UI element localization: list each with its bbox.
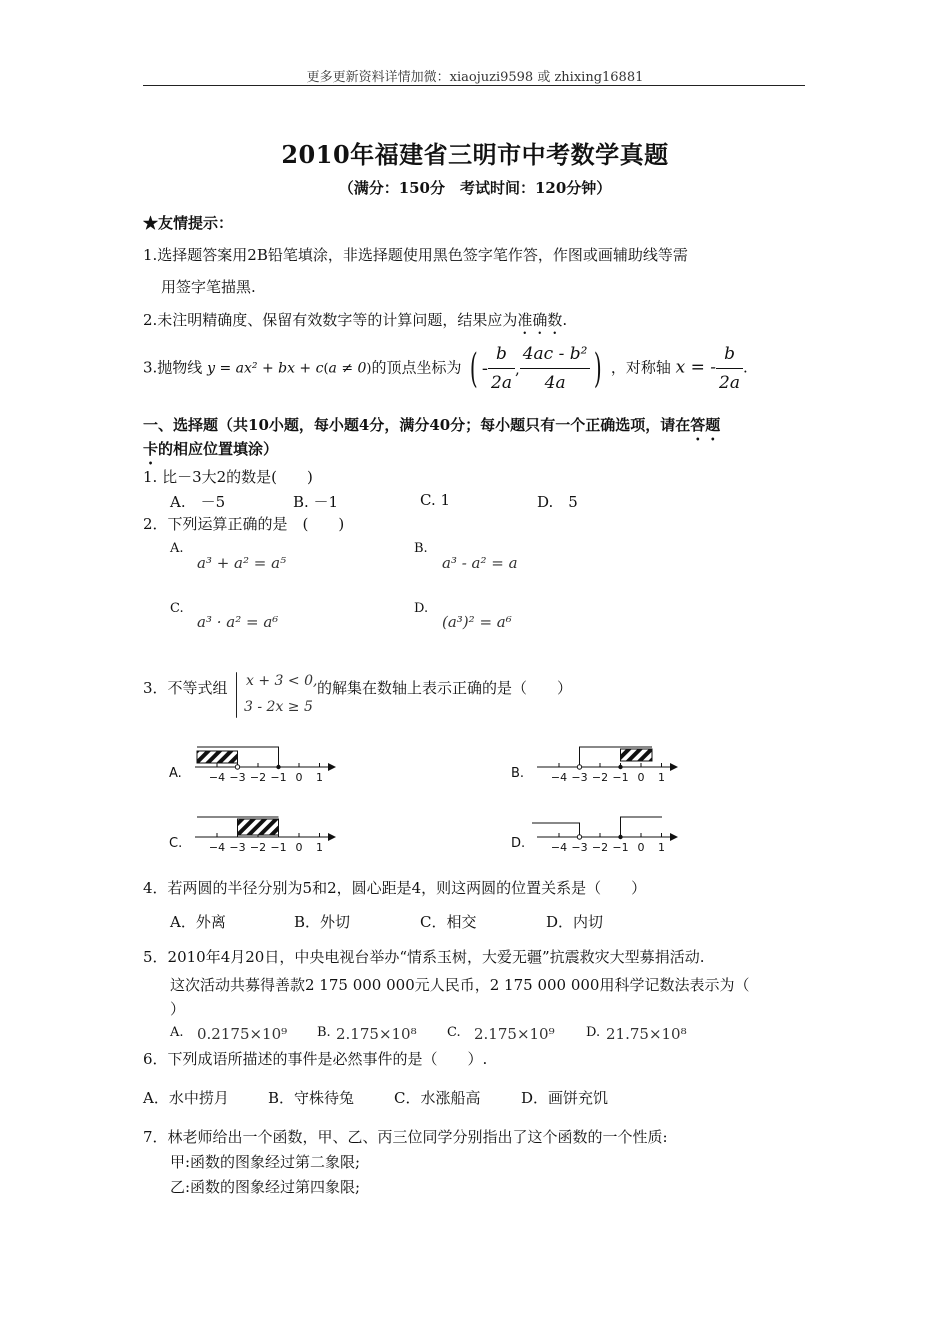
tick-label: 0 [295,771,303,784]
tick-label: −1 [270,771,287,784]
tip-2-emphasis: 准确数 [517,311,563,329]
q6-option-b[interactable]: B．守株待兔 [268,1089,355,1107]
closed-endpoint [276,765,280,769]
q2-stem: 2．下列运算正确的是 ( ) [143,515,345,533]
q3-inequality-2: 3 - 2x ≥ 5 [244,699,313,715]
q5-option-d-formula: 21.75×10⁸ [606,1025,687,1043]
q3-number-lines [160,740,690,860]
tip-3-parabola-formula: y = ax² + bx + c [207,360,324,377]
q3-option-c-label: C. [169,836,183,851]
page-header-note: 更多更新资料详情加微：xiaojuzi9598 或 zhixing16881 [306,70,644,85]
tip-2-text: 2.未注明精确度、保留有效数字等的计算问题，结果应为 [143,311,518,329]
q3-system-brace [236,672,237,718]
closed-endpoint [618,835,622,839]
q2-option-b-label[interactable]: B. [414,541,428,556]
tick-label: −3 [571,771,588,784]
q2-option-c-formula: a³ · a² = a⁶ [197,613,279,631]
axis-lhs: x = - [675,357,717,378]
open-endpoint [577,835,581,839]
q4-option-b[interactable]: B．外切 [294,913,351,931]
q3-option-a-label: A. [169,766,182,781]
q2-option-a-formula: a³ + a² = a⁵ [197,554,287,572]
open-endpoint [235,765,239,769]
tip-2-end: . [562,311,568,329]
q3-option-b-label: B. [511,766,525,781]
solution-shading [238,819,279,835]
tick-label: 1 [316,841,323,854]
tick-label: −4 [208,771,226,784]
q6-stem: 6．下列成语所描述的事件是必然事件的是（ ）. [143,1050,488,1068]
q5-option-d-label[interactable]: D. [586,1025,601,1040]
tick-label: −1 [612,841,629,854]
tick-label: −3 [229,841,246,854]
exam-title: 2010年福建省三明市中考数学真题 [281,140,669,169]
tick-label: −4 [550,771,568,784]
tick-label: −1 [612,771,629,784]
tip-1-line-2: 用签字笔描黑. [161,278,256,296]
q1-option-b[interactable]: B. －1 [293,493,339,511]
q3-stem-a: 3．不等式组 [143,679,228,697]
tick-label: 1 [316,771,323,784]
axis-fraction: $\frac{b}{2a}$ [716,340,743,397]
q5-line-1: 5．2010年4月20日，中央电视台举办“情系玉树，大爱无疆”抗震救灾大型募捐活动. [143,948,705,966]
tick-label: −1 [270,841,287,854]
solution-shading [621,749,653,761]
tick-label: −4 [208,841,226,854]
vertex-x-fraction: $\frac{b}{2a}$ [488,340,515,397]
q5-line-2: 这次活动共募得善款2 175 000 000元人民币，2 175 000 000用科学记数法表示为（ [170,976,750,994]
q4-option-a[interactable]: A．外离 [170,913,226,931]
q6-option-c[interactable]: C．水涨船高 [394,1089,481,1107]
section-1-heading-line-1: 一、选择题（共10小题，每小题4分，满分40分；每小题只有一个正确选项，请在答题 [143,416,721,434]
q2-option-b-formula: a³ - a² = a [442,554,518,572]
q5-line-3: ） [170,1000,186,1018]
tip-3-text-b: 的顶点坐标为 [371,358,462,377]
tick-label: 0 [637,841,645,854]
solution-bracket-left [532,823,580,837]
tips-heading: ★友情提示： [143,214,234,232]
q1-stem: 1. 比－3大2的数是( ) [143,468,313,486]
tip-3-condition: a ≠ 0 [328,360,367,377]
section-1-heading-line-2: 卡的相应位置填涂） [143,440,279,458]
q5-option-c-formula: 2.175×10⁹ [474,1025,555,1043]
tip-1-line-1: 1.选择题答案用2B铅笔填涂，非选择题使用黑色签字笔作答，作图或画辅助线等需 [143,246,688,264]
open-endpoint [577,765,581,769]
tick-label: 1 [658,841,665,854]
q6-option-d[interactable]: D．画饼充饥 [521,1089,609,1107]
number-line-arrow [670,833,678,841]
q1-option-d[interactable]: D. 5 [537,493,578,511]
tick-label: 0 [295,841,303,854]
tip-3-text-c: ，对称轴 [610,358,671,377]
tip-3: 3.抛物线 y = ax² + bx + c(a ≠ 0)的顶点坐标为 ( - $\frac{b}{2a}$ , $\frac{\text{4ac - b²}}{4a}$ ) ，对称轴 x = - $\frac{b}{2a}$ . [143,340,748,396]
q2-option-c-label[interactable]: C. [170,601,184,616]
closed-endpoint [618,765,622,769]
tick-label: −2 [591,771,609,784]
q4-stem: 4．若两圆的半径分别为5和2，圆心距是4，则这两圆的位置关系是（ ） [143,879,647,897]
q3-inequality-1: x + 3 < 0, [246,673,318,689]
q5-option-a-formula: 0.2175×10⁹ [197,1025,288,1043]
tick-label: 1 [658,771,665,784]
solution-shading [197,751,238,763]
q1-option-c[interactable]: C. 1 [420,491,451,509]
tick-label: −2 [249,841,267,854]
q5-option-b-formula: 2.175×10⁸ [336,1025,417,1043]
q7-property-2: 乙:函数的图象经过第四象限; [170,1178,361,1196]
tick-label: 0 [637,771,645,784]
q2-option-d-formula: (a³)² = a⁶ [442,613,512,631]
q7-property-1: 甲:函数的图象经过第二象限; [170,1153,361,1171]
q3-option-d-label: D. [511,836,526,851]
tick-label: −2 [591,841,609,854]
exam-subtitle: （满分：150分 考试时间：120分钟） [338,179,612,197]
vertex-y-fraction: $\frac{\text{4ac - b²}}{4a}$ [520,340,591,397]
q6-option-a[interactable]: A．水中捞月 [143,1089,229,1107]
q5-option-b-label[interactable]: B. [317,1025,331,1040]
tick-label: −2 [249,771,267,784]
header-rule [143,85,805,86]
q1-option-a[interactable]: A. －5 [170,493,226,511]
q4-option-c[interactable]: C．相交 [420,913,477,931]
tick-label: −4 [550,841,568,854]
number-line-arrow [670,763,678,771]
number-line-arrow [328,763,336,771]
q5-option-a-label[interactable]: A. [170,1025,184,1040]
q4-option-d[interactable]: D．内切 [546,913,604,931]
q5-option-c-label[interactable]: C. [447,1025,461,1040]
tick-label: −3 [571,841,588,854]
q3-stem-b: 的解集在数轴上表示正确的是（ ） [317,679,573,697]
q2-option-a-label[interactable]: A. [170,541,184,556]
tip-2 [143,309,567,338]
tick-label: −3 [229,771,246,784]
number-line-arrow [328,833,336,841]
q2-option-d-label[interactable]: D. [414,601,429,616]
tip-3-text-a: 3.抛物线 [143,358,203,377]
q7-stem: 7．林老师给出一个函数，甲、乙、丙三位同学分别指出了这个函数的一个性质: [143,1128,668,1146]
